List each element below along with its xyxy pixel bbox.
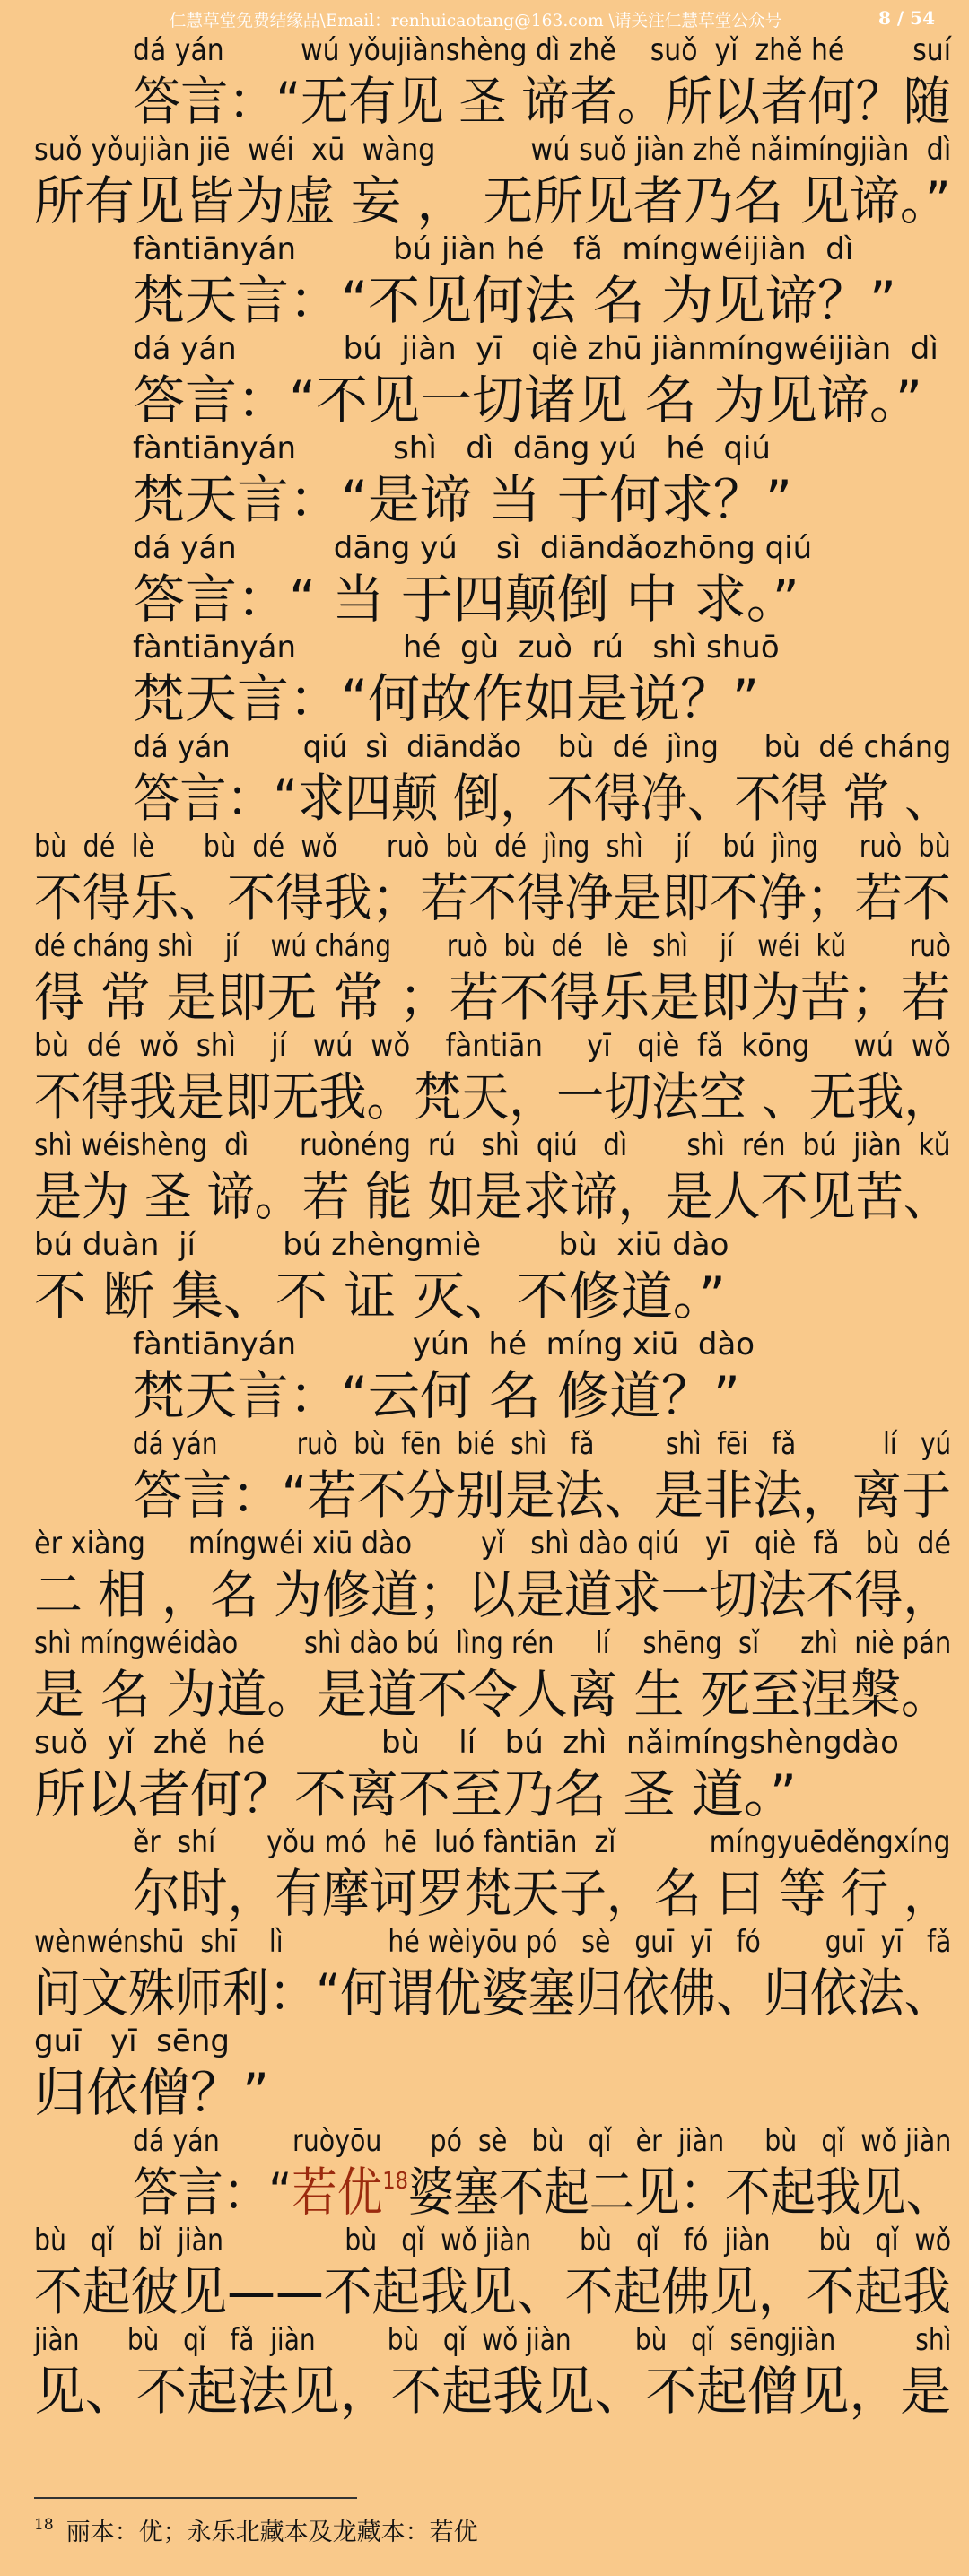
pinyin-line: shì wéishèng dì ruònéng rú shì qiú dì shì rén bú jiàn kǔ xyxy=(34,1127,951,1163)
hanzi-line: 所以者何？不离不至乃名 圣 道。” xyxy=(34,1763,797,1824)
text-line xyxy=(0,431,969,529)
hanzi-line: 梵天言：“云何 名 修道？” xyxy=(133,1365,740,1426)
pinyin-line: dá yán dāng yú sì diāndǎozhōng qiú xyxy=(133,530,813,566)
text-line xyxy=(0,231,969,330)
pinyin-line: dá yán ruòyōu pó sè bù qǐ èr jiàn bù qǐ wǒ jiàn xyxy=(133,2123,952,2159)
hanzi-segment: 答言：“ xyxy=(133,2162,292,2223)
hanzi-line: 答言：“求四颠 倒，不得净、不得 常 、 xyxy=(133,768,952,829)
hanzi-line: 不 断 集、不 证 灭、不修道。” xyxy=(34,1266,726,1327)
footnote-divider xyxy=(34,2497,357,2499)
text-line xyxy=(0,2023,969,2122)
pinyin-line: wènwénshū shī lì hé wèiyōu pó sè guī yī fó guī yī fǎ xyxy=(34,1924,952,1960)
pinyin-line: dá yán bú jiàn yī qiè zhū jiànmíngwéijiàn dì xyxy=(133,331,938,367)
hanzi-line: 答言：“若不分别是法、是非法，离于 xyxy=(133,1465,952,1526)
text-line xyxy=(0,1725,969,1823)
text-line xyxy=(0,829,969,927)
text-line xyxy=(0,1426,969,1525)
hanzi-line: 梵天言：“何故作如是说？” xyxy=(133,668,760,729)
text-line xyxy=(0,1625,969,1724)
hanzi-line: 得 常 是即无 常 ；若不得乐是即为苦；若 xyxy=(34,967,951,1028)
pinyin-line: suǒ yǐ zhě hé bù lí bú zhì nǎimíngshèngdào xyxy=(34,1725,899,1761)
pinyin-line: bù dé lè bù dé wǒ ruò bù dé jìng shì jí bú jìng ruò bù xyxy=(34,829,951,865)
pinyin-line: fàntiānyán yún hé míng xiū dào xyxy=(133,1327,755,1362)
text-line xyxy=(0,1127,969,1226)
text-line xyxy=(0,729,969,828)
hanzi-line: 不得我是即无我。梵天，一切法空 、无我， xyxy=(34,1066,952,1127)
text-line xyxy=(0,331,969,430)
hanzi-line: 答言：“不见一切诸见 名 为见谛。” xyxy=(133,370,922,431)
pinyin-line: bù dé wǒ shì jí wú wǒ fàntiān yī qiè fǎ kōng wú wǒ xyxy=(34,1028,951,1064)
pinyin-line: dá yán wú yǒujiànshèng dì zhě suǒ yǐ zhě hé suí xyxy=(133,32,952,68)
pinyin-line: dá yán ruò bù fēn bié shì fǎ shì fēi fǎ lí yú xyxy=(133,1426,952,1462)
footnote-text: 丽本：优；永乐北藏本及龙藏本：若优 xyxy=(65,2519,478,2546)
hanzi-segment: 婆塞不起二见：不起我见、 xyxy=(408,2162,952,2223)
text-line xyxy=(0,1824,969,1923)
hanzi-line: 不起彼见——不起我见、不起佛见，不起我 xyxy=(34,2261,952,2322)
pinyin-line: jiàn bù qǐ fǎ jiàn bù qǐ wǒ jiàn bù qǐ sēngjiàn shì xyxy=(34,2322,952,2358)
hanzi-line: 归依僧？” xyxy=(34,2062,270,2123)
footnote-number: 18 xyxy=(34,2516,54,2534)
text-line xyxy=(0,1028,969,1127)
page-number: 8 / 54 xyxy=(878,7,935,29)
text-line xyxy=(0,630,969,728)
pinyin-line: fàntiānyán shì dì dāng yú hé qiú xyxy=(133,431,771,466)
hanzi-line: 是 名 为道。是道不令人离 生 死至涅槃。 xyxy=(34,1664,951,1725)
pinyin-line: shì míngwéidào shì dào bú lìng rén lí shēng sǐ zhì niè pán xyxy=(34,1625,952,1661)
hanzi-line: 见、不起法见，不起我见、不起僧见，是 xyxy=(34,2361,951,2422)
pinyin-line: fàntiānyán hé gù zuò rú shì shuō xyxy=(133,630,780,666)
text-line xyxy=(0,1924,969,2023)
text-line xyxy=(0,1526,969,1624)
hanzi-line: 梵天言：“不见何法 名 为见谛？” xyxy=(133,270,896,331)
pinyin-line: suǒ yǒujiàn jiē wéi xū wàng wú suǒ jiàn zhě nǎimíngjiàn dì xyxy=(34,132,952,168)
hanzi-line xyxy=(133,2163,951,2222)
hanzi-line: 问文殊师利：“何谓优婆塞归依佛、归依法、 xyxy=(34,1962,952,2023)
pinyin-line: fàntiānyán bú jiàn hé fǎ míngwéijiàn dì xyxy=(133,231,854,267)
header-text: 仁慧草堂免费结缘品\Email：renhuicaotang@163.com \请关注仁慧草堂公众号 xyxy=(169,11,782,30)
hanzi-line: 尔时，有摩诃罗梵天子，名 曰 等 行 ， xyxy=(133,1863,951,1924)
pinyin-line: bú duàn jí bú zhèngmiè bù xiū dào xyxy=(34,1227,729,1263)
text-line xyxy=(0,132,969,231)
variant-text: 若优 xyxy=(292,2162,383,2223)
pinyin-line: dé cháng shì jí wú cháng ruò bù dé lè shì jí wéi kǔ ruò xyxy=(34,928,951,964)
text-line xyxy=(0,2223,969,2321)
pinyin-line: bù qǐ bǐ jiàn bù qǐ wǒ jiàn bù qǐ fó jiàn bù qǐ wǒ xyxy=(34,2223,952,2258)
text-line xyxy=(0,32,969,131)
hanzi-line: 二 相 ，名 为修道；以是道求一切法不得， xyxy=(34,1564,952,1625)
pinyin-line: guī yī sēng xyxy=(34,2023,230,2059)
text-line xyxy=(0,530,969,629)
text-line xyxy=(0,928,969,1027)
text-line xyxy=(0,2322,969,2421)
footnote-marker[interactable]: 18 xyxy=(382,2168,409,2195)
hanzi-line: 所有见皆为虚 妄 ， 无所见者乃名 见谛。” xyxy=(34,170,951,231)
pinyin-line: ěr shí yǒu mó hē luó fàntiān zǐ míngyuēděngxíng xyxy=(133,1824,951,1860)
footnote xyxy=(34,2510,478,2548)
pinyin-line: dá yán qiú sì diāndǎo bù dé jìng bù dé cháng xyxy=(133,729,952,765)
hanzi-line: 是为 圣 谛。若 能 如是求谛，是人不见苦、 xyxy=(34,1166,951,1227)
hanzi-line: 不得乐、不得我；若不得净是即不净；若不 xyxy=(34,867,952,928)
hanzi-line: 答言：“无有见 圣 谛者。所以者何？随 xyxy=(133,71,951,132)
pinyin-line: èr xiàng míngwéi xiū dào yǐ shì dào qiú yī qiè fǎ bù dé xyxy=(34,1526,952,1562)
hanzi-line: 梵天言：“是谛 当 于何求？” xyxy=(133,469,792,530)
hanzi-line: 答言：“ 当 于四颠倒 中 求。” xyxy=(133,569,799,630)
text-line xyxy=(0,2123,969,2222)
text-line xyxy=(0,1327,969,1425)
text-line xyxy=(0,1227,969,1326)
